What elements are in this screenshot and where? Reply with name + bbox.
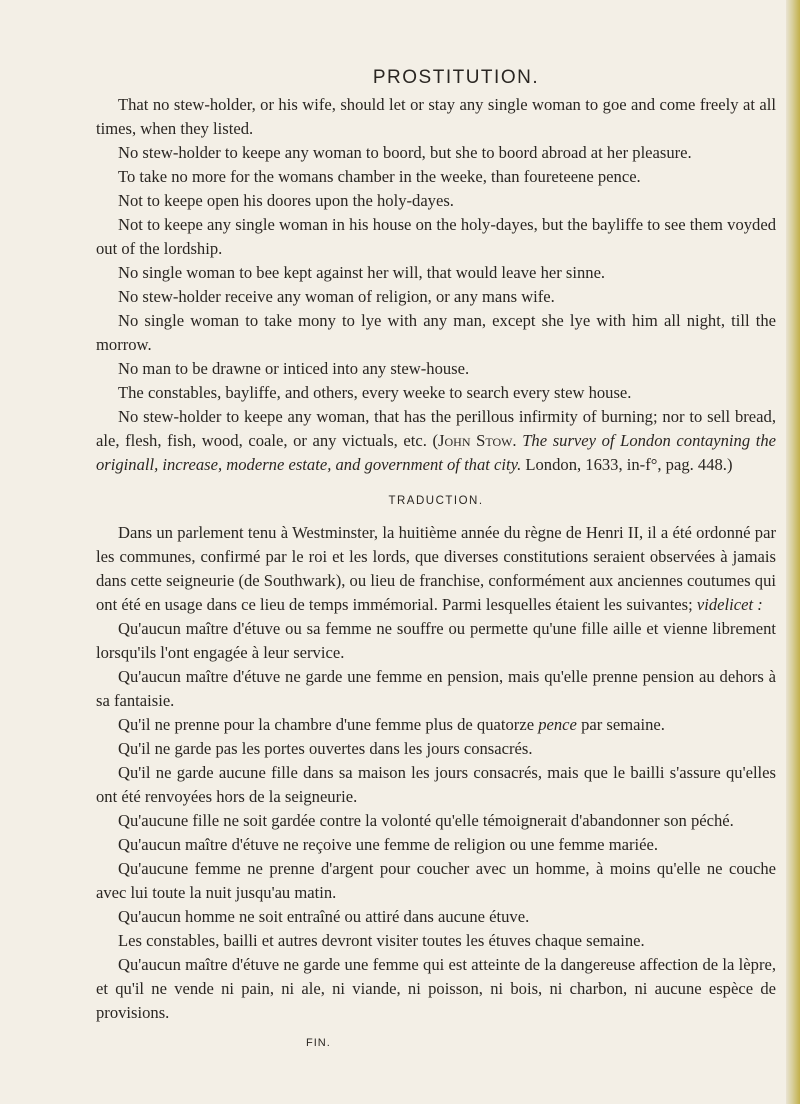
english-rule-7: No stew-holder receive any woman of religion, or any mans wife.: [118, 287, 555, 306]
english-rule-5: Not to keepe any single woman in his house on the holy-dayes, but the bayliffe to see them voyded out of the lordship.: [96, 215, 776, 258]
french-rule-10: Les constables, bailli et autres devront visiter toutes les étuves chaque semaine.: [118, 931, 645, 950]
french-rule-5: Qu'il ne garde aucune fille dans sa maison les jours consacrés, mais que le bailli s'assure qu'elles ont été renvoyées hors de la seigneurie.: [96, 763, 776, 806]
french-rule-8: Qu'aucune femme ne prenne d'argent pour coucher avec un homme, à moins qu'elle ne couche avec lui toute la nuit jusqu'au matin.: [96, 859, 776, 902]
french-rule-3: [96, 713, 776, 737]
french-rule-3-pence: pence: [538, 715, 577, 734]
french-rule-4: Qu'il ne garde pas les portes ouvertes dans les jours consacrés.: [118, 739, 533, 758]
french-rule-6: Qu'aucune fille ne soit gardée contre la volonté qu'elle témoignerait d'abandonner son péché.: [118, 811, 734, 830]
english-rule-1: That no stew-holder, or his wife, should let or stay any single woman to goe and come freely at all times, when they listed.: [96, 95, 776, 138]
page-title: PROSTITUTION.: [372, 67, 540, 88]
document-page: [96, 66, 776, 1055]
english-rule-9: No man to be drawne or inticed into any stew-house.: [118, 359, 470, 378]
english-rule-2: No stew-holder to keepe any woman to boord, but she to boord abroad at her pleasure.: [118, 143, 692, 162]
french-rule-9: Qu'aucun homme ne soit entraîné ou attiré dans aucune étuve.: [118, 907, 530, 926]
english-rule-11-text: No stew-holder to keepe any woman, that has the perillous infirmity of burning; nor to sell bread, ale, flesh, fish, wood, coale, or any victuals, etc. (: [96, 407, 776, 450]
english-rule-6: No single woman to bee kept against her will, that would leave her sinne.: [118, 263, 606, 282]
english-rule-10: The constables, bayliffe, and others, every weeke to search every stew house.: [118, 383, 632, 402]
french-rule-7: Qu'aucun maître d'étuve ne reçoive une femme de religion ou une femme mariée.: [118, 835, 658, 854]
french-rule-11: Qu'aucun maître d'étuve ne garde une femme qui est atteinte de la dangereuse affection de la lèpre, et qu'il ne vende ni pain, ni ale, ni viande, ni poisson, ni bois, ni charbon, ni aucune espèce de provisions.: [96, 955, 776, 1022]
section-subtitle: TRADUCTION.: [388, 495, 484, 507]
french-rule-3-end: par semaine.: [576, 715, 665, 734]
citation-details: London, 1633, in-f°, pag. 448.): [521, 455, 733, 474]
english-rule-8: No single woman to take mony to lye with any man, except she lye with him all night, till the morrow.: [96, 311, 776, 354]
english-rule-3: To take no more for the womans chamber in the weeke, than foureteene pence.: [118, 167, 641, 186]
french-intro-videlicet: videlicet :: [696, 595, 763, 614]
english-rule-11: [96, 405, 776, 477]
french-rule-1: Qu'aucun maître d'étuve ou sa femme ne souffre ou permette qu'une fille aille et vienne librement lorsqu'ils l'ont engagée à leur service.: [96, 619, 776, 662]
french-rule-2: Qu'aucun maître d'étuve ne garde une femme en pension, mais qu'elle prenne pension au dehors à sa fantaisie.: [96, 667, 776, 710]
french-rule-3-text: Qu'il ne prenne pour la chambre d'une femme plus de quatorze: [118, 715, 539, 734]
french-intro: [96, 521, 776, 617]
english-rule-4: Not to keepe open his doores upon the holy-dayes.: [118, 191, 454, 210]
french-intro-text: Dans un parlement tenu à Westminster, la huitième année du règne de Henri II, il a été ordonné par les communes, confirmé par le roi et les lords, que diverses constitutions seraient observées à jamais dans cette seigneurie (de Southwark), ou lieu de franchise, conformément aux anciennes coutumes qui ont été en usage dans ce lieu de temps immémorial. Parmi lesquelles étaient les suivantes;: [96, 523, 776, 614]
page-edge-shading: [786, 0, 800, 1104]
fin-marker: FIN.: [306, 1037, 331, 1049]
citation-work-title: The survey of London contayning the originall, increase, moderne estate, and government of that city.: [96, 431, 777, 474]
citation-author: John Stow.: [438, 431, 517, 450]
